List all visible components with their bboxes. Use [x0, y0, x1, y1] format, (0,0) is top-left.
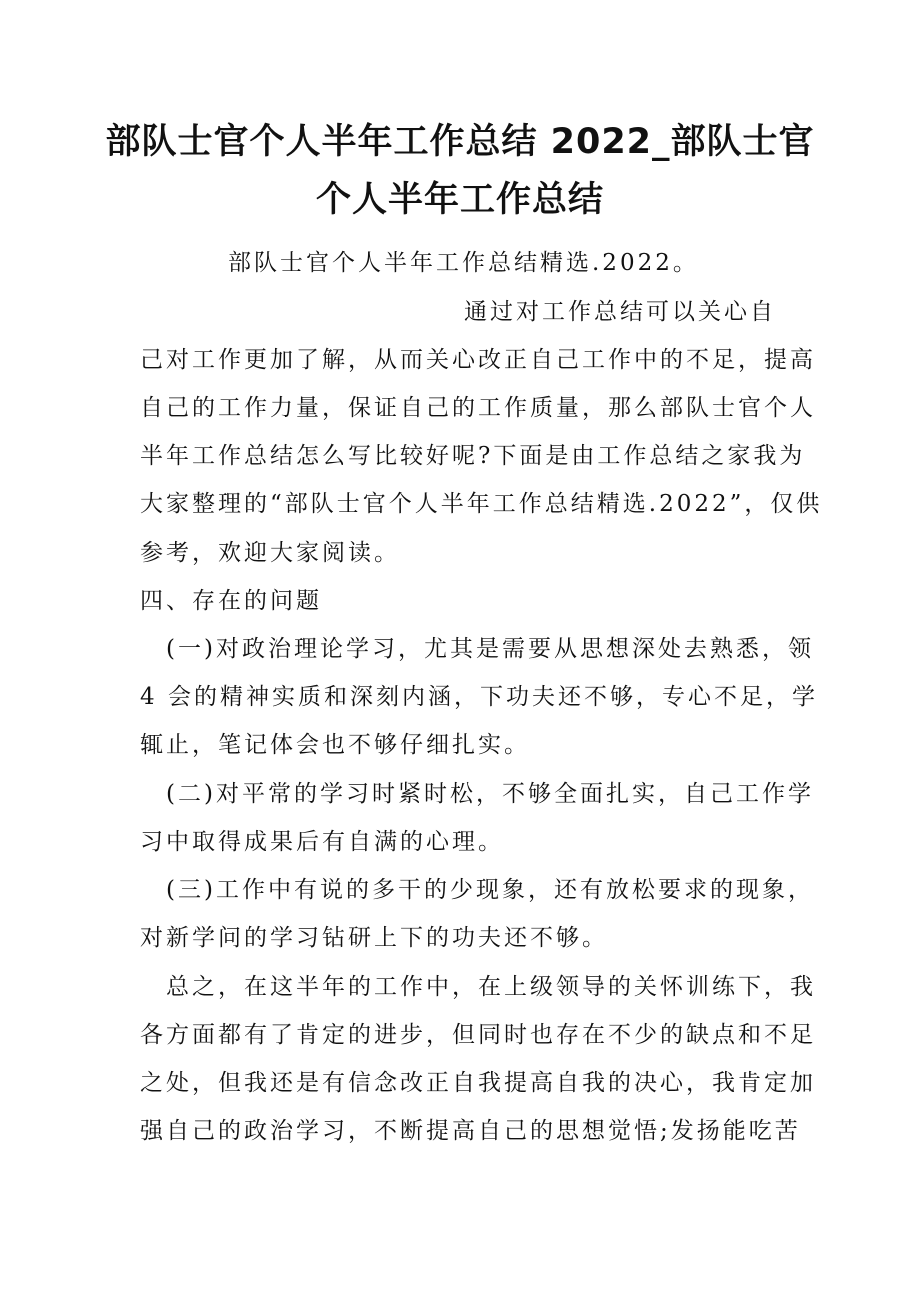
paragraph-line: 4 会的精神实质和深刻内涵，下功夫还不够，专心不足，学 — [140, 684, 818, 710]
paragraph-line: 习中取得成果后有自满的心理。 — [140, 829, 504, 855]
document-subtitle: 部队士官个人半年工作总结精选.2022。 — [228, 250, 699, 276]
paragraph-line: (一)对政治理论学习，尤其是需要从思想深处去熟悉，领 — [166, 636, 814, 662]
paragraph-line: (三)工作中有说的多干的少现象，还有放松要求的现象， — [166, 877, 814, 903]
paragraph-line: 半年工作总结怎么写比较好呢?下面是由工作总结之家我为 — [140, 443, 806, 469]
paragraph-line: 之处，但我还是有信念改正自我提高自我的决心，我肯定加 — [140, 1070, 816, 1096]
paragraph-line: (二)对平常的学习时紧时松，不够全面扎实，自己工作学 — [166, 781, 814, 807]
paragraph-line: 通过对工作总结可以关心自 — [464, 299, 776, 325]
paragraph-line: 各方面都有了肯定的进步，但同时也存在不少的缺点和不足 — [140, 1022, 816, 1048]
paragraph-line: 己对工作更加了解，从而关心改正自己工作中的不足，提高 — [140, 347, 816, 373]
paragraph-line: 辄止，笔记体会也不够仔细扎实。 — [140, 732, 530, 758]
paragraph-line: 参考，欢迎大家阅读。 — [140, 540, 400, 566]
document-title-line-2: 个人半年工作总结 — [315, 180, 604, 220]
paragraph-line: 强自己的政治学习，不断提高自己的思想觉悟;发扬能吃苦 — [140, 1118, 801, 1144]
paragraph-line: 对新学问的学习钻研上下的功夫还不够。 — [140, 925, 608, 951]
section-heading: 四、存在的问题 — [140, 588, 322, 614]
paragraph-line: 总之，在这半年的工作中，在上级领导的关怀训练下，我 — [166, 974, 816, 1000]
document-title-line-1: 部队士官个人半年工作总结 2022_部队士官 — [105, 122, 815, 162]
paragraph-line: 大家整理的“部队士官个人半年工作总结精选.2022”，仅供 — [140, 491, 823, 517]
paragraph-line: 自己的工作力量，保证自己的工作质量，那么部队士官个人 — [140, 395, 816, 421]
